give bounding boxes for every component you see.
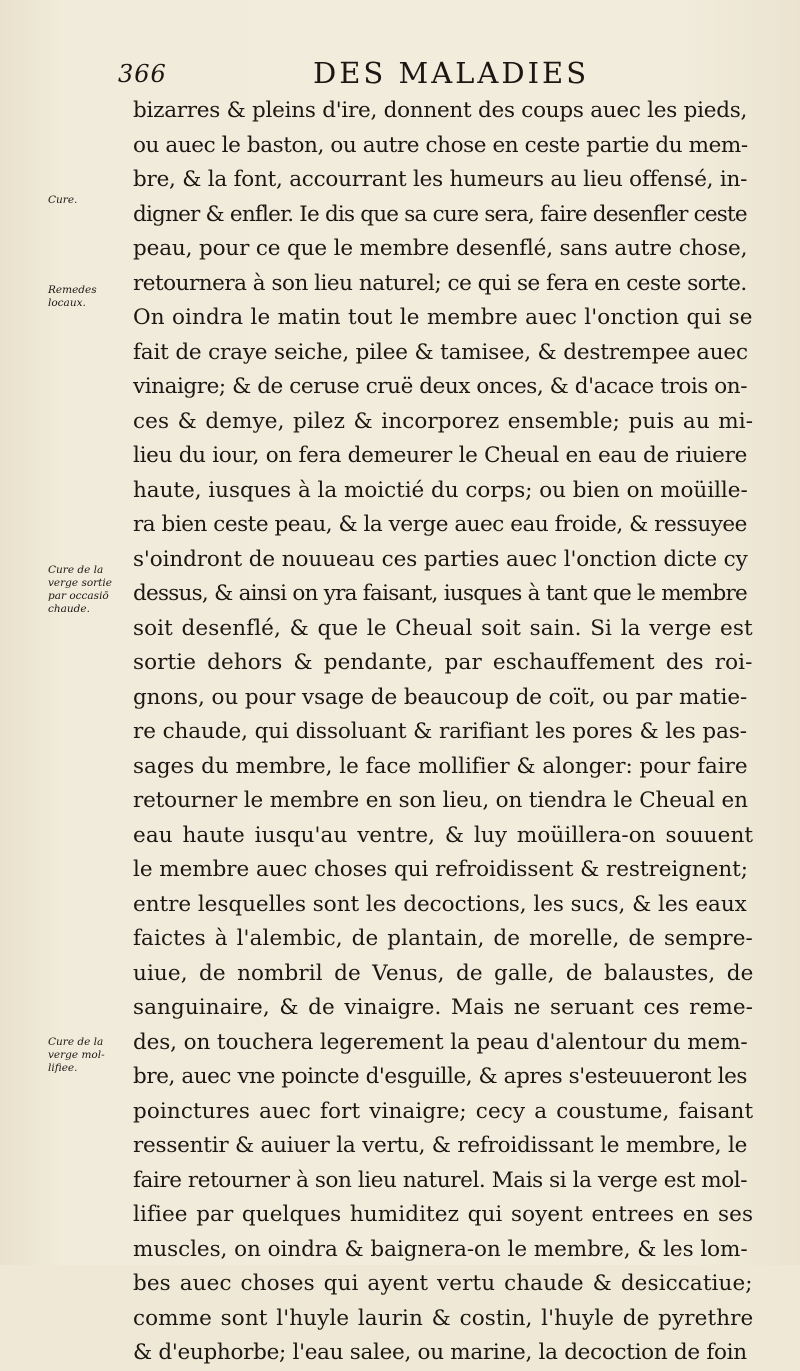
text-line: vinaigre; & de ceruse cruë deux onces, & d'acace trois on- [133, 374, 748, 399]
text-line: lieu du iour, on fera demeurer le Cheual en eau de riuiere [133, 443, 748, 468]
text-line: bizarres & pleins d'ire, donnent des coups auec les pieds, [133, 98, 748, 123]
text-line: lifiee par quelques humiditez qui soyent entrees en ses [133, 1202, 754, 1227]
text-line: bes auec choses qui ayent vertu chaude & desiccatiue; [133, 1271, 753, 1296]
text-line: retournera à son lieu naturel; ce qui se fera en ceste sorte. [133, 270, 747, 296]
text-line: bre, & la font, accourrant les humeurs au lieu offensé, in- [133, 167, 748, 192]
text-line: sanguinaire, & de vinaigre. Mais ne seruant ces reme- [133, 995, 754, 1020]
text-line: retourner le membre en son lieu, on tiendra le Cheual en [133, 788, 748, 813]
text-line: gnons, ou pour vsage de beaucoup de coït, ou par matie- [133, 684, 748, 710]
text-line: ressentir & auiuer la vertu, & refroidissant le membre, le [133, 1133, 748, 1158]
note-line: chaude. [48, 603, 90, 615]
text-line: s'oindront de nouueau ces parties auec l'onction dicte cy [133, 546, 748, 572]
marginal-note-verge-sortie [48, 564, 132, 616]
text-line: On oindra le matin tout le membre auec l'onction qui se [133, 305, 753, 330]
page-number: 366 [118, 60, 167, 88]
text-line: poinctures auec fort vinaigre; cecy a coustume, faisant [133, 1098, 754, 1124]
running-title: DES MALADIES [313, 56, 590, 90]
text-line: soit desenflé, & que le Cheual soit sain. Si la verge est [133, 615, 753, 641]
text-line: uiue, de nombril de Venus, de galle, de balaustes, de [133, 960, 754, 986]
text-line: faictes à l'alembic, de plantain, de morelle, de sempre- [133, 926, 753, 951]
note-line: locaux. [48, 297, 86, 309]
text-line: faire retourner à son lieu naturel. Mais si la verge est mol- [133, 1167, 748, 1193]
text-line: ces & demye, pilez & incorporez ensemble; puis au mi- [133, 408, 754, 434]
text-line: sortie dehors & pendante, par eschauffement des roi- [133, 650, 753, 675]
text-line: entre lesquelles sont les decoctions, les sucs, & les eaux [133, 891, 747, 917]
text-line: des, on touchera legerement la peau d'alentour du mem- [133, 1029, 748, 1055]
marginal-note-verge-mollifiee [48, 1036, 132, 1075]
text-line: muscles, on oindra & baignera-on le membre, & les lom- [133, 1236, 748, 1262]
marginal-note-remedes-locaux [48, 284, 132, 310]
text-line: ou auec le baston, ou autre chose en ceste partie du mem- [133, 132, 748, 158]
text-line: & d'euphorbe; l'eau salee, ou marine, la decoction de foin [133, 1340, 747, 1365]
note-line: lifiee. [48, 1062, 78, 1074]
text-line: eau haute iusqu'au ventre, & luy moüillera-on souuent [133, 822, 754, 848]
note-line: Cure de la [48, 1036, 104, 1048]
note-line: verge sortie [48, 577, 112, 589]
text-line: bre, auec vne poincte d'esguille, & apres s'esteuueront les [133, 1064, 748, 1089]
text-line: ra bien ceste peau, & la verge auec eau froide, & ressuyee [133, 512, 747, 537]
text-line: fait de craye seiche, pilee & tamisee, & destrempee auec [133, 339, 748, 365]
note-line: Remedes [48, 284, 97, 296]
note-line: verge mol- [48, 1049, 105, 1061]
body-text [133, 94, 753, 1371]
marginal-note-cure [48, 194, 132, 207]
page-header [118, 56, 748, 96]
text-line: re chaude, qui dissoluant & rarifiant les pores & les pas- [133, 719, 747, 744]
text-line: le membre auec choses qui refroidissent & restreignent; [133, 857, 748, 882]
text-line: sages du membre, le face mollifier & alonger: pour faire [133, 753, 748, 779]
text-line: digner & enfler. Ie dis que sa cure sera, faire desenfler ceste [133, 201, 747, 227]
text-line: peau, pour ce que le membre desenflé, sans autre chose, [133, 236, 748, 261]
note-line: Cure. [48, 194, 78, 206]
text-line: haute, iusques à la moictié du corps; ou bien on moüille- [133, 477, 748, 503]
text-line: comme sont l'huyle laurin & costin, l'huyle de pyrethre [133, 1305, 754, 1331]
note-line: par occasiō [48, 590, 109, 602]
text-line: dessus, & ainsi on yra faisant, iusques à tant que le membre [133, 581, 747, 606]
note-line: Cure de la [48, 564, 104, 576]
